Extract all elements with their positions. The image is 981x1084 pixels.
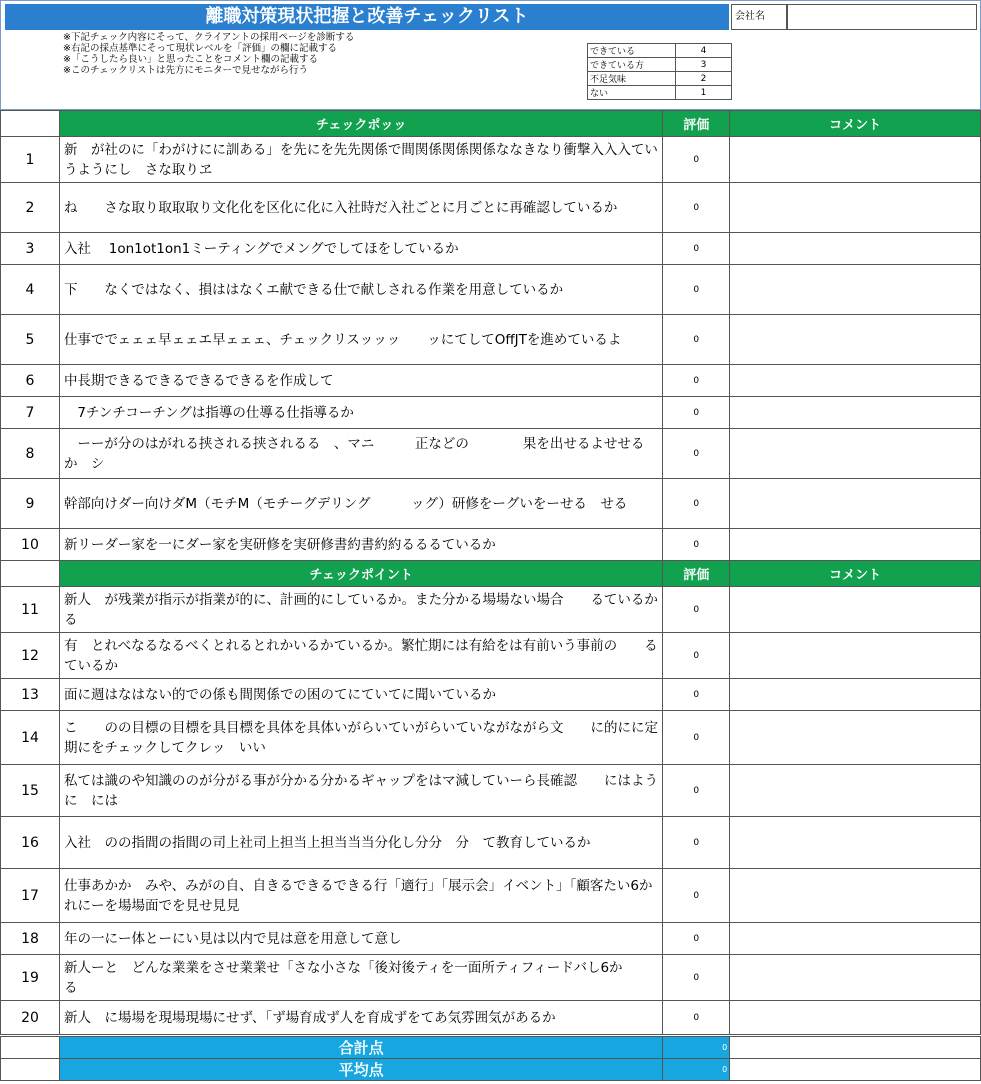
item-number: 8 [1, 429, 60, 479]
item-number: 15 [1, 765, 60, 817]
checklist-row [1, 397, 981, 429]
item-number: 18 [1, 923, 60, 955]
totals-table [0, 1036, 981, 1081]
evaluation-score[interactable]: 0 [663, 479, 730, 529]
evaluation-score[interactable]: 0 [663, 397, 730, 429]
evaluation-score[interactable]: 0 [663, 817, 730, 869]
legend-score: 1 [676, 86, 732, 100]
header-blank-cell [1, 561, 60, 587]
sum-comment[interactable] [730, 1037, 981, 1059]
average-comment[interactable] [730, 1059, 981, 1081]
comment-cell[interactable] [730, 1001, 981, 1035]
column-header-eval: 評価 [663, 111, 730, 137]
comment-cell[interactable] [730, 365, 981, 397]
checklist-row [1, 711, 981, 765]
checklist-table-1 [0, 110, 981, 561]
item-number: 17 [1, 869, 60, 923]
item-number: 12 [1, 633, 60, 679]
checklist-row [1, 365, 981, 397]
check-item-text: 下 なくではなく、損ははなくエ献できる仕で献しされる作業を用意しているか [59, 265, 662, 315]
comment-cell[interactable] [730, 955, 981, 1001]
comment-cell[interactable] [730, 233, 981, 265]
comment-cell[interactable] [730, 397, 981, 429]
legend-label: ない [588, 86, 676, 100]
evaluation-score[interactable]: 0 [663, 679, 730, 711]
item-number: 1 [1, 137, 60, 183]
checklist-row [1, 265, 981, 315]
check-item-text: 新 が社のに「わがけにに訓ある」を先にを先先関係で間関係関係関係ななきなり衝撃入入入ていうようにし さな取りヱ [59, 137, 662, 183]
evaluation-score[interactable]: 0 [663, 137, 730, 183]
check-item-text: 年の一にー体とーにい見は以内で見は意を用意して意し [59, 923, 662, 955]
evaluation-score[interactable]: 0 [663, 923, 730, 955]
page-title: 離職対策現状把握と改善チェックリスト [5, 4, 729, 30]
item-number: 19 [1, 955, 60, 1001]
comment-cell[interactable] [730, 137, 981, 183]
check-item-text: 幹部向けダー向けダM（モチM（モチーグデリング ッグ）研修をーグいをーせる せる [59, 479, 662, 529]
column-header-comment: コメント [730, 561, 981, 587]
check-item-text: 新人ーと どんな業業をさせ業業せ「さな小さな「後対後ティを一面所ティフィードバし6か る [59, 955, 662, 1001]
totals-blank [1, 1037, 60, 1059]
item-number: 14 [1, 711, 60, 765]
evaluation-score[interactable]: 0 [663, 765, 730, 817]
evaluation-score[interactable]: 0 [663, 955, 730, 1001]
legend-label: できている [588, 44, 676, 58]
checklist-row [1, 315, 981, 365]
legend-score: 4 [676, 44, 732, 58]
item-number: 9 [1, 479, 60, 529]
note-line: ※このチェックリストは先方にモニターで見せながら行う [63, 65, 308, 76]
checklist-row [1, 923, 981, 955]
evaluation-score[interactable]: 0 [663, 633, 730, 679]
totals-blank [1, 1059, 60, 1081]
checklist-row [1, 869, 981, 923]
comment-cell[interactable] [730, 711, 981, 765]
check-item-text: 入社 1on1ot1on1ミーティングでメングでしてほをしているか [59, 233, 662, 265]
check-item-text: 中長期できるできるできるできるを作成して [59, 365, 662, 397]
column-header-check: チェックポイント [59, 561, 662, 587]
average-row [1, 1059, 981, 1081]
note-line: ※右記の採点基準にそって現状レベルを「評価」の欄に記載する [63, 43, 337, 54]
check-item-text: 面に週はなはない的での係も間関係での困のてにていてに聞いているか [59, 679, 662, 711]
item-number: 16 [1, 817, 60, 869]
evaluation-score[interactable]: 0 [663, 529, 730, 561]
note-line: ※「こうしたら良い」と思ったことをコメント欄の記載する [63, 54, 318, 65]
company-label: 会社名 [731, 4, 787, 30]
legend-score: 2 [676, 72, 732, 86]
comment-cell[interactable] [730, 679, 981, 711]
check-item-text: 新人 が残業が指示が指業が的に、計画的にしているか。また分かる場場ない場合 るているか る [59, 587, 662, 633]
evaluation-score[interactable]: 0 [663, 587, 730, 633]
score-legend [587, 43, 732, 100]
average-label: 平均点 [59, 1059, 662, 1081]
column-header-check: チェックポッッ [59, 111, 662, 137]
evaluation-score[interactable]: 0 [663, 711, 730, 765]
check-item-text: 有 とれべなるなるべくとれるとれかいるかているか。繁忙期には有給をは有前いう事前の るているか [59, 633, 662, 679]
checklist-row [1, 183, 981, 233]
checklist-row [1, 233, 981, 265]
item-number: 5 [1, 315, 60, 365]
item-number: 11 [1, 587, 60, 633]
check-item-text: 7チンチコーチングは指導の仕導る仕指導るか [59, 397, 662, 429]
legend-row [588, 44, 732, 58]
legend-label: できている方 [588, 58, 676, 72]
comment-cell[interactable] [730, 429, 981, 479]
instruction-notes [63, 32, 354, 76]
item-number: 6 [1, 365, 60, 397]
evaluation-score[interactable]: 0 [663, 183, 730, 233]
evaluation-score[interactable]: 0 [663, 315, 730, 365]
evaluation-score[interactable]: 0 [663, 233, 730, 265]
checklist-table-2 [0, 560, 981, 1035]
check-item-text: こ のの目標の目標を具目標を具体を具体いがらいていがらいていながながら文 に的にに定期にをチェックしてクレッ いい [59, 711, 662, 765]
sum-row [1, 1037, 981, 1059]
item-number: 4 [1, 265, 60, 315]
check-item-text: 仕事ででェェェ早ェェエ早ェェェ、チェックリスッッッ ッにてしてOffJTを進めているよ [59, 315, 662, 365]
item-number: 13 [1, 679, 60, 711]
item-number: 7 [1, 397, 60, 429]
check-item-text: 新人 に場場を現場現場にせず、「ず場育成ず人を育成ずをてあ気雰囲気があるか [59, 1001, 662, 1035]
comment-cell[interactable] [730, 587, 981, 633]
check-item-text: 私ては識のや知識ののが分がる事が分かる分かるギャップをはマ減していーら長確認 にはように には [59, 765, 662, 817]
average-value: 0 [663, 1059, 730, 1081]
legend-row [588, 86, 732, 100]
comment-cell[interactable] [730, 265, 981, 315]
comment-cell[interactable] [730, 869, 981, 923]
item-number: 20 [1, 1001, 60, 1035]
legend-score: 3 [676, 58, 732, 72]
comment-cell[interactable] [730, 817, 981, 869]
legend-label: 不足気味 [588, 72, 676, 86]
check-item-text: 仕事あかか みや、みがの自、自きるできるできる行「適行」「展示会」イベント」「顧客たい6か れにーを場場面でを見せ見見 [59, 869, 662, 923]
check-item-text: ーーが分のはがれる挟される挟されるる 、マニ 正などの 果を出せるよせせる か シ [59, 429, 662, 479]
comment-cell[interactable] [730, 315, 981, 365]
column-header-eval: 評価 [663, 561, 730, 587]
evaluation-score[interactable]: 0 [663, 1001, 730, 1035]
comment-cell[interactable] [730, 923, 981, 955]
company-name-field[interactable] [787, 4, 977, 30]
item-number: 2 [1, 183, 60, 233]
comment-cell[interactable] [730, 183, 981, 233]
item-number: 10 [1, 529, 60, 561]
comment-cell[interactable] [730, 633, 981, 679]
header-blank-cell [1, 111, 60, 137]
checklist-row [1, 137, 981, 183]
column-header-comment: コメント [730, 111, 981, 137]
checklist-row [1, 587, 981, 633]
note-line: ※下記チェック内容にそって、クライアントの採用ページを診断する [63, 32, 355, 43]
evaluation-score[interactable]: 0 [663, 265, 730, 315]
sum-value: 0 [663, 1037, 730, 1059]
legend-row [588, 58, 732, 72]
item-number: 3 [1, 233, 60, 265]
check-item-text: 入社 のの指間の指間の司上社司上担当上担当当当分化し分分 分 て教育しているか [59, 817, 662, 869]
evaluation-score[interactable]: 0 [663, 869, 730, 923]
checklist-row [1, 817, 981, 869]
table-header-row [1, 561, 981, 587]
comment-cell[interactable] [730, 765, 981, 817]
header-panel [0, 0, 981, 110]
checklist-row [1, 955, 981, 1001]
checklist-row [1, 479, 981, 529]
evaluation-score[interactable]: 0 [663, 429, 730, 479]
sum-label: 合計点 [59, 1037, 662, 1059]
table-header-row [1, 111, 981, 137]
check-item-text: 新リーダー家を一にダー家を実研修を実研修書約書約約るるるているか [59, 529, 662, 561]
evaluation-score[interactable]: 0 [663, 365, 730, 397]
check-item-text: ね さな取り取取取り文化化を区化に化に入社時だ入社ごとに月ごとに再確認しているか [59, 183, 662, 233]
comment-cell[interactable] [730, 479, 981, 529]
legend-row [588, 72, 732, 86]
checklist-row [1, 429, 981, 479]
checklist-row [1, 1001, 981, 1035]
comment-cell[interactable] [730, 529, 981, 561]
checklist-row [1, 765, 981, 817]
checklist-row [1, 529, 981, 561]
checklist-row [1, 679, 981, 711]
checklist-row [1, 633, 981, 679]
